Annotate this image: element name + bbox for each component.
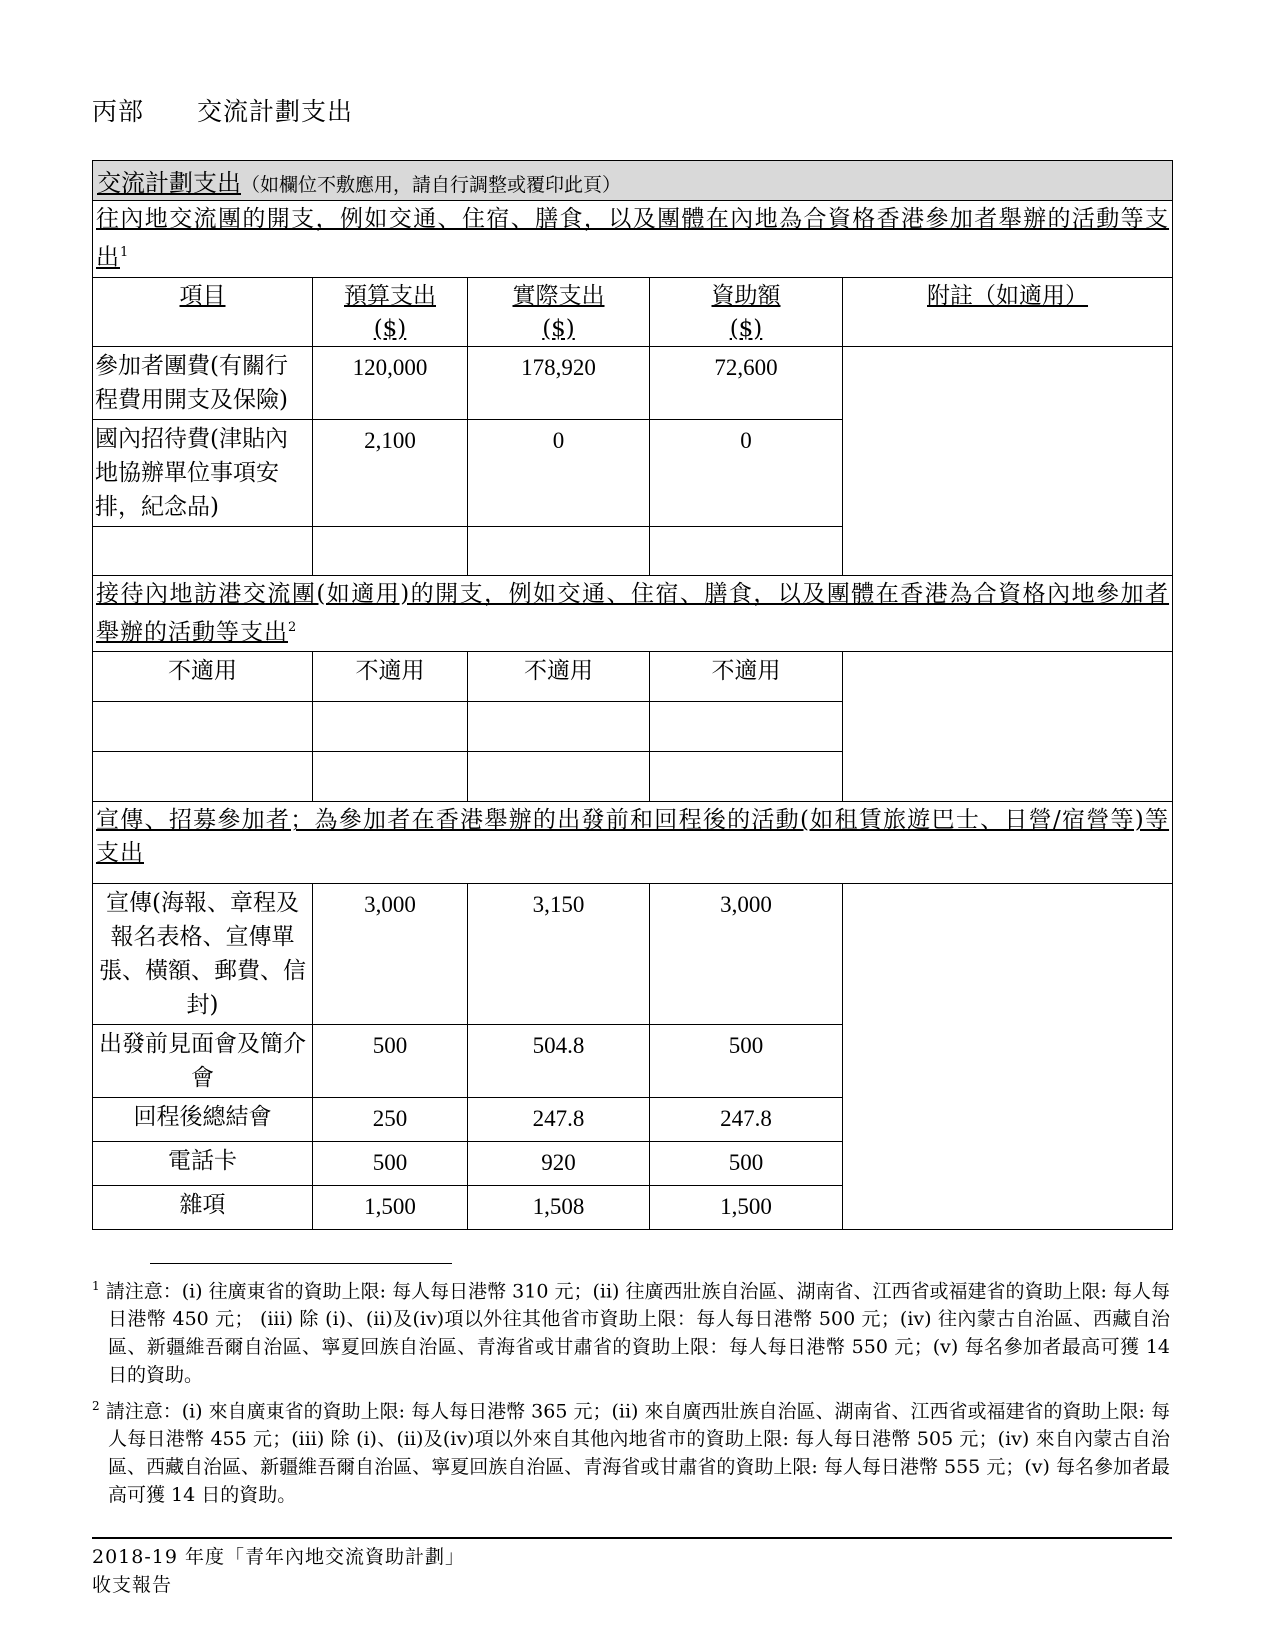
- actual-cell: 0: [468, 419, 650, 526]
- budget-cell: [313, 752, 468, 802]
- table-header: [93, 161, 1173, 201]
- grant-cell: [650, 752, 843, 802]
- section-row: [93, 575, 1173, 652]
- actual-cell: 3,150: [468, 884, 650, 1025]
- actual-cell: 920: [468, 1142, 650, 1186]
- budget-cell: 500: [313, 1142, 468, 1186]
- budget-cell: 500: [313, 1025, 468, 1098]
- section-row: [93, 201, 1173, 278]
- footnote-1: [92, 1272, 1170, 1389]
- footer-divider: [92, 1537, 1172, 1539]
- col-actual: [468, 277, 650, 346]
- col-budget: [313, 277, 468, 346]
- item-cell: 電話卡: [93, 1142, 313, 1186]
- actual-cell: [468, 752, 650, 802]
- col-grant-unit: ($): [729, 315, 763, 342]
- page-title: [92, 92, 353, 128]
- actual-cell: 178,920: [468, 346, 650, 419]
- footnote-ref-1: 1: [120, 245, 130, 260]
- actual-cell: 不適用: [468, 652, 650, 702]
- remark-cell: [843, 346, 1173, 575]
- table-header-row: [93, 161, 1173, 201]
- section-row: [93, 802, 1173, 884]
- section-1-heading: [93, 201, 1173, 278]
- grant-cell: 3,000: [650, 884, 843, 1025]
- item-cell: 國內招待費(津貼內地協辦單位事項安排，紀念品): [93, 419, 313, 526]
- footnote-ref-2: 2: [288, 619, 298, 635]
- col-grant: [650, 277, 843, 346]
- grant-cell: [650, 702, 843, 752]
- footer-line-2: 收支報告: [92, 1574, 173, 1596]
- remark-cell: [843, 652, 1173, 802]
- item-cell: [93, 526, 313, 575]
- col-actual-unit: ($): [542, 315, 575, 342]
- col-item-label: 項目: [179, 282, 226, 309]
- grant-cell: 247.8: [650, 1098, 843, 1142]
- item-cell: [93, 752, 313, 802]
- item-cell: 參加者團費(有關行程費用開支及保險): [93, 346, 313, 419]
- section-1-text: 往內地交流團的開支，例如交通、住宿、膳食，以及團體在內地為合資格香港參加者舉辦的活動等支出: [96, 206, 1170, 271]
- item-cell: 雜項: [93, 1186, 313, 1230]
- actual-cell: [468, 702, 650, 752]
- budget-cell: 3,000: [313, 884, 468, 1025]
- grant-cell: 1,500: [650, 1186, 843, 1230]
- table-row: [93, 884, 1173, 1025]
- footnote-divider: [150, 1263, 452, 1264]
- section-title: 交流計劃支出: [197, 97, 354, 126]
- actual-cell: [468, 526, 650, 575]
- section-2-text: 接待內地訪港交流團(如適用)的開支，例如交通、住宿、膳食，以及團體在香港為合資格內地參加者舉辦的活動等支出: [96, 580, 1170, 646]
- grant-cell: 500: [650, 1025, 843, 1098]
- remark-cell: [843, 884, 1173, 1230]
- section-3-heading: [93, 802, 1173, 884]
- item-cell: 回程後總結會: [93, 1098, 313, 1142]
- item-cell: 出發前見面會及簡介會: [93, 1025, 313, 1098]
- budget-cell: 250: [313, 1098, 468, 1142]
- grant-cell: 500: [650, 1142, 843, 1186]
- budget-cell: 120,000: [313, 346, 468, 419]
- footnote-2-text: 請注意：(i) 來自廣東省的資助上限: 每人每日港幣 365 元；(ii) 來自廣西壯族自治區、湖南省、江西省或福建省的資助上限: 每人每日港幣 455 元；(iii) 除 (i)、(ii)及(iv)項以外來自其他內地省市的資助上限: 每人每日港幣 505 元；(iv) 來自內蒙古自治區、西藏自治區、新疆維吾爾自治區、寧夏回族自治區、青海省或甘肅省的資助上限: 每人每日港幣 555 元；(v) 每名參加者最高可獲 14 日的資助。: [105, 1400, 1170, 1507]
- item-cell: 宣傳(海報、章程及報名表格、宣傳單張、橫額、郵費、信封): [93, 884, 313, 1025]
- footnote-2: [92, 1392, 1170, 1509]
- actual-cell: 1,508: [468, 1186, 650, 1230]
- item-cell: [93, 702, 313, 752]
- budget-cell: 不適用: [313, 652, 468, 702]
- col-remark: [843, 277, 1173, 346]
- grant-cell: 0: [650, 419, 843, 526]
- grant-cell: [650, 526, 843, 575]
- table-row: [93, 652, 1173, 702]
- section-part-label: 丙部: [92, 97, 145, 126]
- col-actual-label: 實際支出: [512, 282, 605, 309]
- actual-cell: 504.8: [468, 1025, 650, 1098]
- grant-cell: 72,600: [650, 346, 843, 419]
- col-budget-unit: ($): [373, 315, 407, 342]
- footnote-1-text: 請注意：(i) 往廣東省的資助上限: 每人每日港幣 310 元；(ii) 往廣西壯族自治區、湖南省、江西省或福建省的資助上限: 每人每日港幣 450 元； (iii) 除 (i)、(ii)及(iv)項以外往其他省市資助上限：每人每日港幣 500 元；(iv) 往內蒙古自治區、西藏自治區、新疆維吾爾自治區、寧夏回族自治區、青海省或甘肅省的資助上限：每人每日港幣 550 元；(v) 每名參加者最高可獲 14 日的資助。: [105, 1280, 1170, 1387]
- footer-line-1: 2018-19 年度「青年內地交流資助計劃」: [92, 1546, 465, 1568]
- footnote-2-mark: 2: [92, 1399, 100, 1413]
- col-remark-label: 附註（如適用）: [927, 282, 1089, 309]
- grant-cell: 不適用: [650, 652, 843, 702]
- table-header-note: （如欄位不敷應用，請自行調整或覆印此頁）: [241, 174, 622, 196]
- column-header-row: [93, 277, 1173, 346]
- budget-cell: 2,100: [313, 419, 468, 526]
- col-grant-label: 資助額: [711, 282, 781, 309]
- actual-cell: 247.8: [468, 1098, 650, 1142]
- footnote-1-mark: 1: [92, 1279, 100, 1293]
- col-item: [93, 277, 313, 346]
- section-2-heading: [93, 575, 1173, 652]
- section-3-text: 宣傳、招募參加者；為參加者在香港舉辦的出發前和回程後的活動(如租賃旅遊巴士、日營/宿營等)等支出: [96, 807, 1170, 867]
- budget-cell: [313, 702, 468, 752]
- budget-cell: 1,500: [313, 1186, 468, 1230]
- table-row: [93, 346, 1173, 419]
- table-header-title: 交流計劃支出: [97, 169, 241, 197]
- item-cell: 不適用: [93, 652, 313, 702]
- col-budget-label: 預算支出: [344, 282, 436, 309]
- expenditure-table: [92, 160, 1173, 1230]
- budget-cell: [313, 526, 468, 575]
